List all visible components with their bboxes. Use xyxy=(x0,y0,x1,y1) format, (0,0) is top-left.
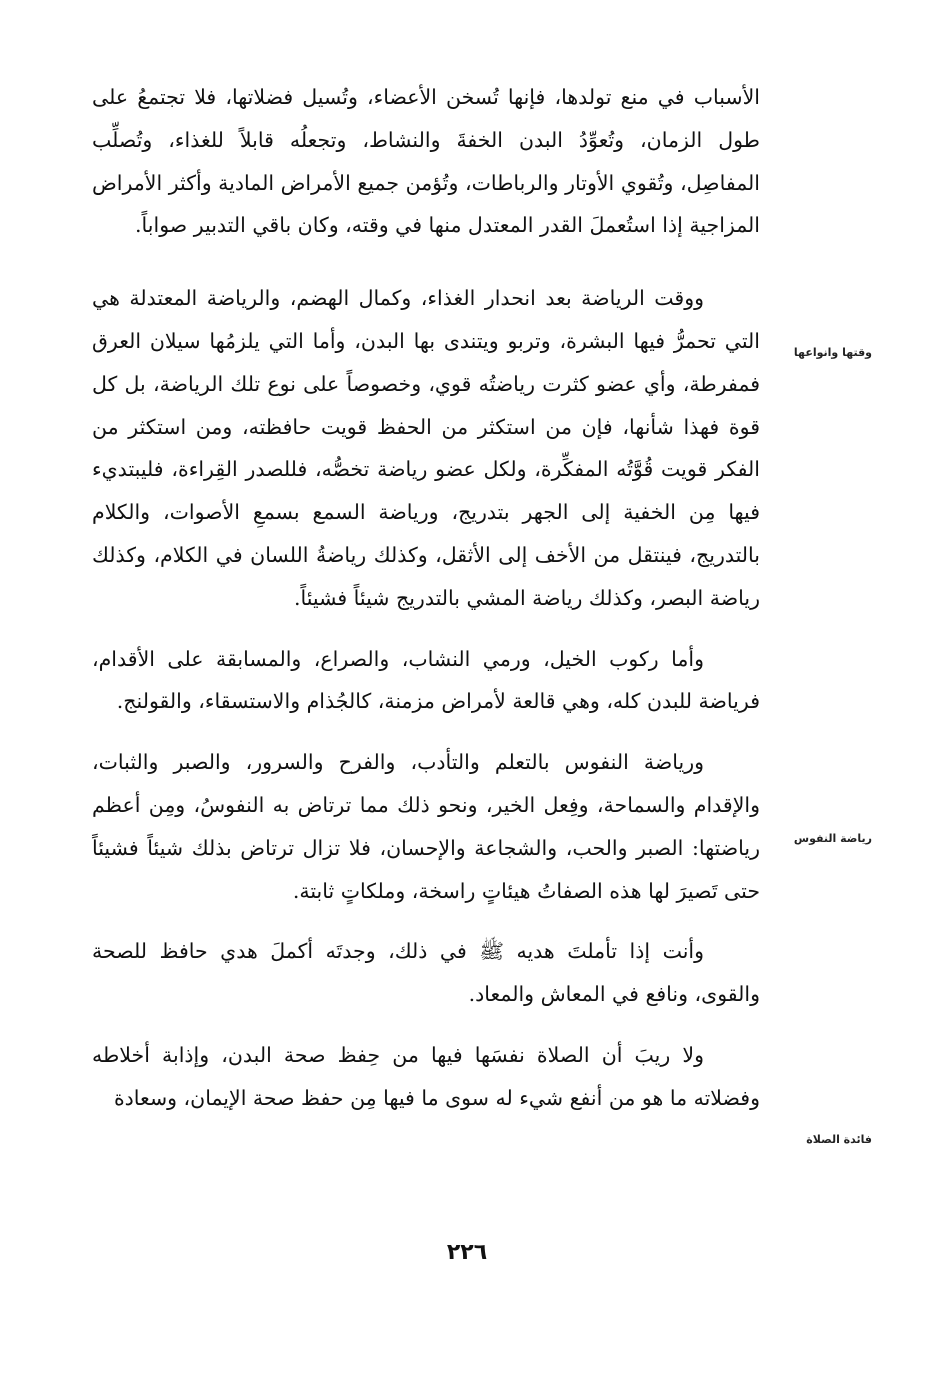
paragraph-gap xyxy=(92,247,760,277)
paragraph-prayer-benefit: ولا ريبَ أن الصلاة نفسَها فيها من حِفظ صحة البدن، وإذابة أخلاطه وفضلاته ما هو من أنفع شيء له سوى ما فيها مِن حفظ صحة الإيمان، وسعادة xyxy=(92,1042,760,1110)
margin-note-soul-exercise: رياضة النفوس xyxy=(793,832,872,845)
paragraph-gap xyxy=(92,1016,760,1034)
paragraph-prophet-guidance: وأنت إذا تأملتَ هديه ﷺ في ذلك، وجدتَه أكملَ هدي حافظ للصحة والقوى، ونافع في المعاش والمعاد. xyxy=(92,939,760,1007)
paragraph-continuation: الأسباب في منع تولدها، فإنها تُسخن الأعضاء، وتُسيل فضلاتها، فلا تجتمعُ على طول الزمان، وتُعوِّدُ البدن الخفةَ والنشاط، وتجعلُه قابلاً للغذاء، وتُصلِّب المفاصِل، وتُقوي الأوتار والرباطات، وتُؤمن جميع الأمراض المادية وأكثر الأمراض المزاجية إذا استُعملَ القدر المعتدل منها في وقته، وكان باقي التدبير صواباً. xyxy=(92,85,760,238)
margin-note-timing-types: وقتها وانواعها xyxy=(793,346,872,359)
paragraph-soul-exercise: ورياضة النفوس بالتعلم والتأدب، والفرح والسرور، والصبر والثبات، والإقدام والسماحة، وفِعل الخير، ونحو ذلك مما ترتاض به النفوسُ، ومِن أعظم رياضتها: الصبر والحب، والشجاعة والإحسان، فلا تزال ترتاض بذلك شيئاً فشيئاً حتى تَصيرَ لها هذه الصفاتُ هيئاتٍ راسخة، وملكاتٍ ثابتة. xyxy=(92,750,760,903)
paragraph-exercise-timing: ووقت الرياضة بعد انحدار الغذاء، وكمال الهضم، والرياضة المعتدلة هي التي تحمرُّ فيها البشرة، وتربو ويتندى بها البدن، وأما التي يلزمُها سيلان العرق فمفرطة، وأي عضو كثرت رياضتُه قوي، وخصوصاً على نوع تلك الرياضة، بل كل قوة فهذا شأنها، فإن من استكثر من الحفظ قويت حافظته، ومن استكثر من الفكر قويت قُوَّتُه المفكِّرة، ولكل عضو رياضة تخصُّه، فللصدر القِراءة، فليبتديء فيها مِن الخفية إلى الجهر بتدريج، ورياضة السمع بسمعِ الأصوات، والكلام بالتدريج، فينتقل من الأخف إلى الأثقل، وكذلك رياضةُ اللسان في الكلام، وكذلك رياضة البصر، وكذلك رياضة المشي بالتدريج شيئاً فشيئاً. xyxy=(92,286,760,610)
main-text-column xyxy=(92,76,760,1120)
paragraph-gap xyxy=(92,912,760,930)
paragraph-gap xyxy=(92,620,760,638)
page-number: ٢٢٦ xyxy=(446,1240,488,1265)
paragraph-gap xyxy=(92,723,760,741)
paragraph-horse-riding: وأما ركوب الخيل، ورمي النشاب، والصراع، والمسابقة على الأقدام، فرياضة للبدن كله، وهي قالعة لأمراض مزمنة، كالجُذام والاستسقاء، والقولنج. xyxy=(92,646,760,714)
margin-note-prayer-benefit: فائدة الصلاة xyxy=(806,1133,872,1146)
